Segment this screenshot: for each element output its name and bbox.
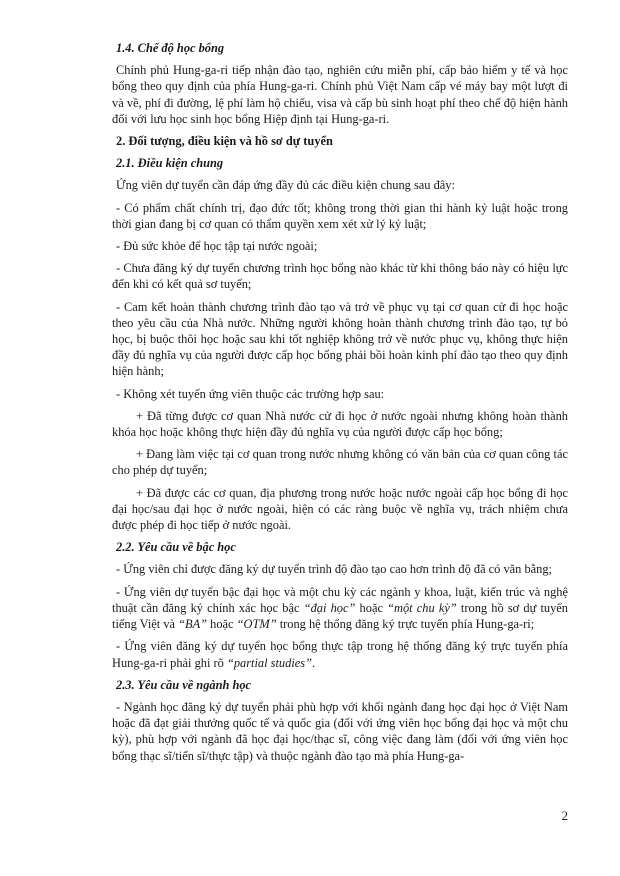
paragraph-condition-commitment: - Cam kết hoàn thành chương trình đào tạo và trở về phục vụ tại cơ quan cử đi học hoặc theo yêu cầu của Nhà nước. Những người không hoàn thành chương trình đào tạo, tự bỏ học, bị buộc thôi học hoặc sau khi tốt nghiệp không trở về nước phục vụ, không thực hiện đầy đủ nghĩa vụ của người được cấp học bổng phải bồi hoàn kinh phí đào tạo theo quy định hiện hành; <box>112 299 568 379</box>
text-run: hoặc <box>355 600 388 615</box>
text-run: trong hệ thống đăng ký trực tuyến phía Hung-ga-ri; <box>276 617 535 632</box>
paragraph-condition-ethics: - Có phẩm chất chính trị, đạo đức tốt; không trong thời gian thi hành kỷ luật hoặc trong thời gian đang bị cơ quan có thẩm quyền xem xét xử lý kỷ luật; <box>112 200 568 231</box>
paragraph-exclusion-intro: - Không xét tuyển ứng viên thuộc các trường hợp sau: <box>116 386 385 401</box>
paragraph-level-higher: - Ứng viên chỉ được đăng ký dự tuyển trình độ đào tạo cao hơn trình độ đã có văn bằng; <box>116 562 552 577</box>
section-heading-1-4: 1.4. Chế độ học bổng <box>116 41 225 55</box>
section-heading-2: 2. Đối tượng, điều kiện và hồ sơ dự tuyển <box>116 134 333 149</box>
paragraph-general-conditions-intro: Ứng viên dự tuyển cần đáp ứng đầy đủ các điều kiện chung sau đây: <box>116 178 455 193</box>
italic-term-mot-chu-ky: “một chu kỳ” <box>387 600 457 615</box>
paragraph-field-requirement: - Ngành học đăng ký dự tuyển phải phù hợp với khối ngành đang học đại học ở Việt Nam hoặc đã đạt giải thưởng quốc tế và quốc gia (đối với ứng viên học bổng đại học và một chu kỳ), phù hợp với ngành đã học đại học/thạc sĩ, công việc đang làm (đối với ứng viên học bổng thạc sĩ/tiến sĩ/thực tập) và thuộc ngành đào tạo mà phía Hung-ga- <box>112 699 568 763</box>
paragraph-level-registration <box>112 584 568 633</box>
paragraph-exclusion-1: + Đã từng được cơ quan Nhà nước cử đi học ở nước ngoài nhưng không hoàn thành khóa học hoặc không thực hiện đầy đủ nghĩa vụ của người được cấp học bổng; <box>112 408 568 440</box>
text-run: - Ứng viên dự tuyển bậc đại học và một chu kỳ các ngành y khoa, luật, kiến trúc và nghệ thuật cần đăng ký chính xác học bậc <box>112 584 568 615</box>
paragraph-exclusion-2: + Đang làm việc tại cơ quan trong nước nhưng không có văn bản của cơ quan công tác cho phép dự tuyển; <box>112 447 568 478</box>
section-heading-2-2: 2.2. Yêu cầu về bậc học <box>116 540 236 555</box>
text-run: . <box>311 655 316 670</box>
text-run: hoặc <box>207 617 237 632</box>
section-heading-2-1: 2.1. Điều kiện chung <box>116 156 224 171</box>
paragraph-condition-no-other-registration: - Chưa đăng ký dự tuyển chương trình học bổng nào khác từ khi thông báo này có hiệu lực đến khi có kết quả sơ tuyển; <box>112 261 568 292</box>
italic-term-dai-hoc: “đại học” <box>303 600 356 615</box>
page-number: 2 <box>561 808 568 823</box>
italic-term-otm: “OTM” <box>236 617 277 632</box>
paragraph-scholarship-regime: Chính phủ Hung-ga-ri tiếp nhận đào tạo, nghiên cứu miễn phí, cấp bảo hiểm y tế và học bổng theo quy định của phía Hung-ga-ri. Chính phủ Việt Nam cấp vé máy bay một lượt đi và về, phí đi đường, lệ phí làm hộ chiếu, visa và cấp bù sinh hoạt phí theo chế độ hiện hành đối với lưu học sinh học bổng Hiệp định tại Hung-ga-ri. <box>112 63 568 126</box>
text-run: trong hồ sơ dự tuyển tiếng Việt và <box>112 600 568 632</box>
text-run: - Ứng viên đăng ký dự tuyển học bổng thực tập trong hệ thống đăng ký trực tuyến phía Hung-ga-ri phải ghi rõ <box>112 639 568 670</box>
paragraph-condition-health: - Đủ sức khỏe để học tập tại nước ngoài; <box>116 239 318 254</box>
paragraph-level-partial-studies <box>112 638 568 670</box>
paragraph-exclusion-3: + Đã được các cơ quan, địa phương trong nước hoặc nước ngoài cấp học bổng đi học đại học/sau đại học ở nước ngoài, hiện có các ràng buộc về nghĩa vụ, trách nhiệm chưa được phép đi học tiếp ở nước ngoài. <box>112 485 568 533</box>
italic-term-ba: “BA” <box>178 617 208 632</box>
section-heading-2-3: 2.3. Yêu cầu về ngành học <box>116 677 252 692</box>
italic-term-partial-studies: “partial studies” <box>226 655 312 670</box>
